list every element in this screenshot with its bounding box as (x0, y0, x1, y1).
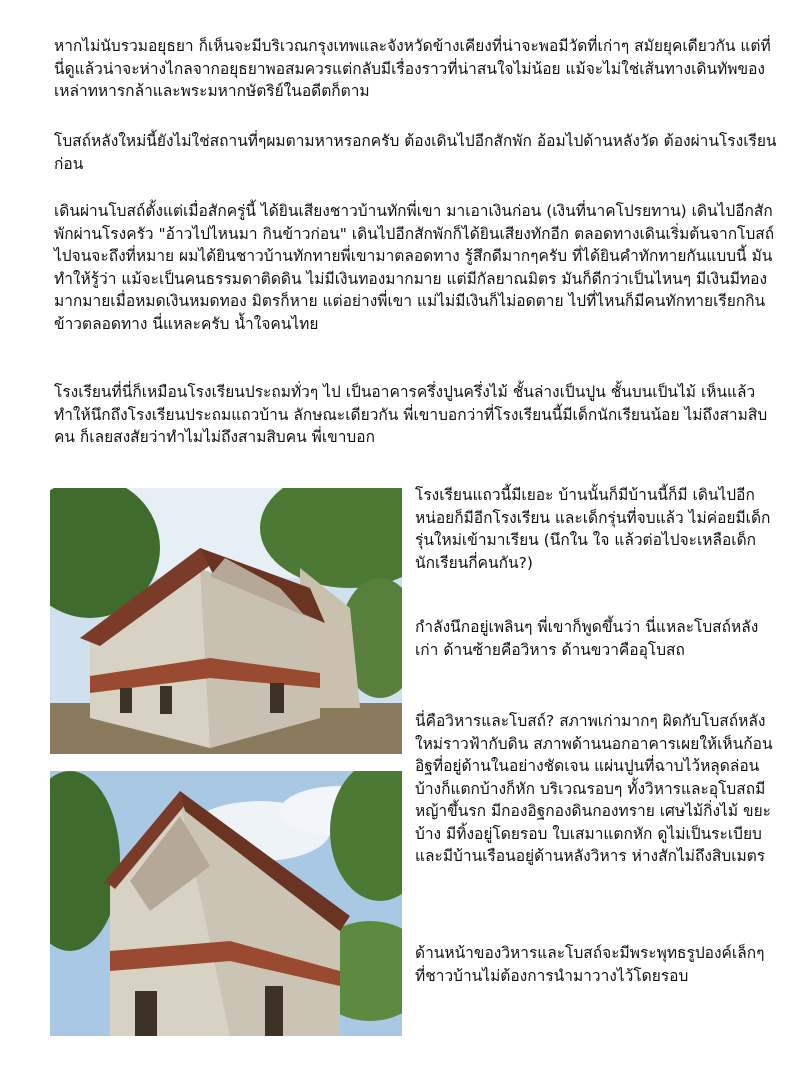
paragraph-new-chapel: โบสถ์หลังใหม่นี้ยังไม่ใช่สถานที่ๆผมตามหาหรอกครับ ต้องเดินไปอีกสักพัก อ้อมไปด้านหลังวัด ต้องผ่านโรงเรียนก่อน (54, 132, 777, 173)
old-temple-photo-2 (50, 771, 402, 1036)
paragraph-old-chapel-intro: กำลังนึกอยู่เพลินๆ พี่เขาก็พูดขึ้นว่า นี่แหละโบสถ์หลังเก่า ด้านซ้ายคือวิหาร ด้านขวาคืออุโบสถ (415, 618, 759, 659)
old-temple-photo-2-image (50, 771, 402, 1036)
paragraph-condition: นี่คือวิหารและโบสถ์? สภาพเก่ามากๆ ผิดกับโบสถ์หลังใหม่ราวฟ้ากับดิน สภาพด้านนอกอาคารเผยให้เห็นก้อนอิฐที่อยู่ด้านในอย่างชัดเจน แผ่นปูนที่ฉาบไว้หลุดล่อน บ้างก็แตกบ้างก็หัก บริเวณรอบๆ ทั้งวิหารและอุโบสถมีหญ้าขึ้นรก มีกองอิฐกองดินกองทราย เศษไม้กิ่งไม้ ขยะบ้าง มีทิ้งอยู่โดยรอบ ใบเสมาแตกหัก ดูไม่เป็นระเบียบ และมีบ้านเรือนอยู่ด้านหลังวิหาร ห่างสักไม่ถึงสิบเมตร (415, 712, 773, 865)
paragraph-intro: หากไม่นับรวมอยุธยา ก็เห็นจะมีบริเวณกรุงเทพและจังหวัดข้างเคียงที่น่าจะพอมีวัดที่เก่าๆ สมัยยุคเดียวกัน แต่ที่นี่ดูแล้วน่าจะห่างไกลจากอยุธยาพอสมควรแต่กลับมีเรื่องราวที่น่าสนใจไม่น้อย แม้จะไม่ใช่เส้นทางเดินทัพของเหล่าทหารกล้าและพระมหากษัตริย์ในอดีตก็ตาม (54, 37, 771, 100)
old-temple-photo-1-image (50, 488, 402, 754)
paragraph-villagers: เดินผ่านโบสถ์ตั้งแต่เมื่อสักครู่นี้ ได้ยินเสียงชาวบ้านทักพี่เขา มาเอาเงินก่อน (เงินที่นาคโปรยทาน) เดินไปอีกสักพักผ่านโรงครัว "อ้าวไปไหนมา กินข้าวก่อน" เดินไปอีกสักพักก็ได้ยินเสียงทักอีก ตลอดทางเดินเริ่มต้นจากโบสถ์ไปจนจะถึงที่หมาย ผมได้ยินชาวบ้านทักทายพี่เขามาตลอดทาง รู้สึกดีมากๆครับ ที่ได้ยินคำทักทายกันแบบนี้ มันทำให้รู้ว่า แม้จะเป็นคนธรรมดาติดดิน ไม่มีเงินทองมากมาย แต่มีกัลยาณมิตร มันก็ดีกว่าเป็นไหนๆ มีเงินมีทองมากมายเมื่อหมดเงินหมดทอง มิตรก็หาย แต่อย่างพี่เขา แม่ไม่มีเงินก็ไม่อดตาย ไปที่ไหนก็มีคนทักทายเรียกกินข้าวตลอดทาง นี่แหละครับ น้ำใจคนไทย (54, 202, 775, 333)
paragraph-school: โรงเรียนที่นี่ก็เหมือนโรงเรียนประถมทั่วๆ ไป เป็นอาคารครึ่งปูนครึ่งไม้ ชั้นล่างเป็นปูน ชั้นบนเป็นไม้ เห็นแล้วทำให้นึกถึงโรงเรียนประถมแถวบ้าน ลักษณะเดียวกัน พี่เขาบอกว่าที่โรงเรียนนี้มีเด็กนักเรียนน้อย ไม่ถึงสามสิบคน ก็เลยสงสัยว่าทำไมไม่ถึงสามสิบคน พี่เขาบอก (54, 383, 768, 446)
old-temple-photo-1 (50, 488, 402, 754)
paragraph-buddha-images: ด้านหน้าของวิหารและโบสถ์จะมีพระพุทธรูปองค์เล็กๆ ที่ชาวบ้านไม่ต้องการนำมาวางไว้โดยรอบ (415, 944, 765, 985)
paragraph-many-schools: โรงเรียนแถวนี้มีเยอะ บ้านนั้นก็มีบ้านนี้ก็มี เดินไปอีกหน่อยก็มีอีกโรงเรียน และเด็กรุ่นที่จบแล้ว ไม่ค่อยมีเด็กรุ่นใหม่เข้ามาเรียน (นึกใน ใจ แล้วต่อไปจะเหลือเด็กนักเรียนกี่คนกัน?) (415, 486, 771, 572)
